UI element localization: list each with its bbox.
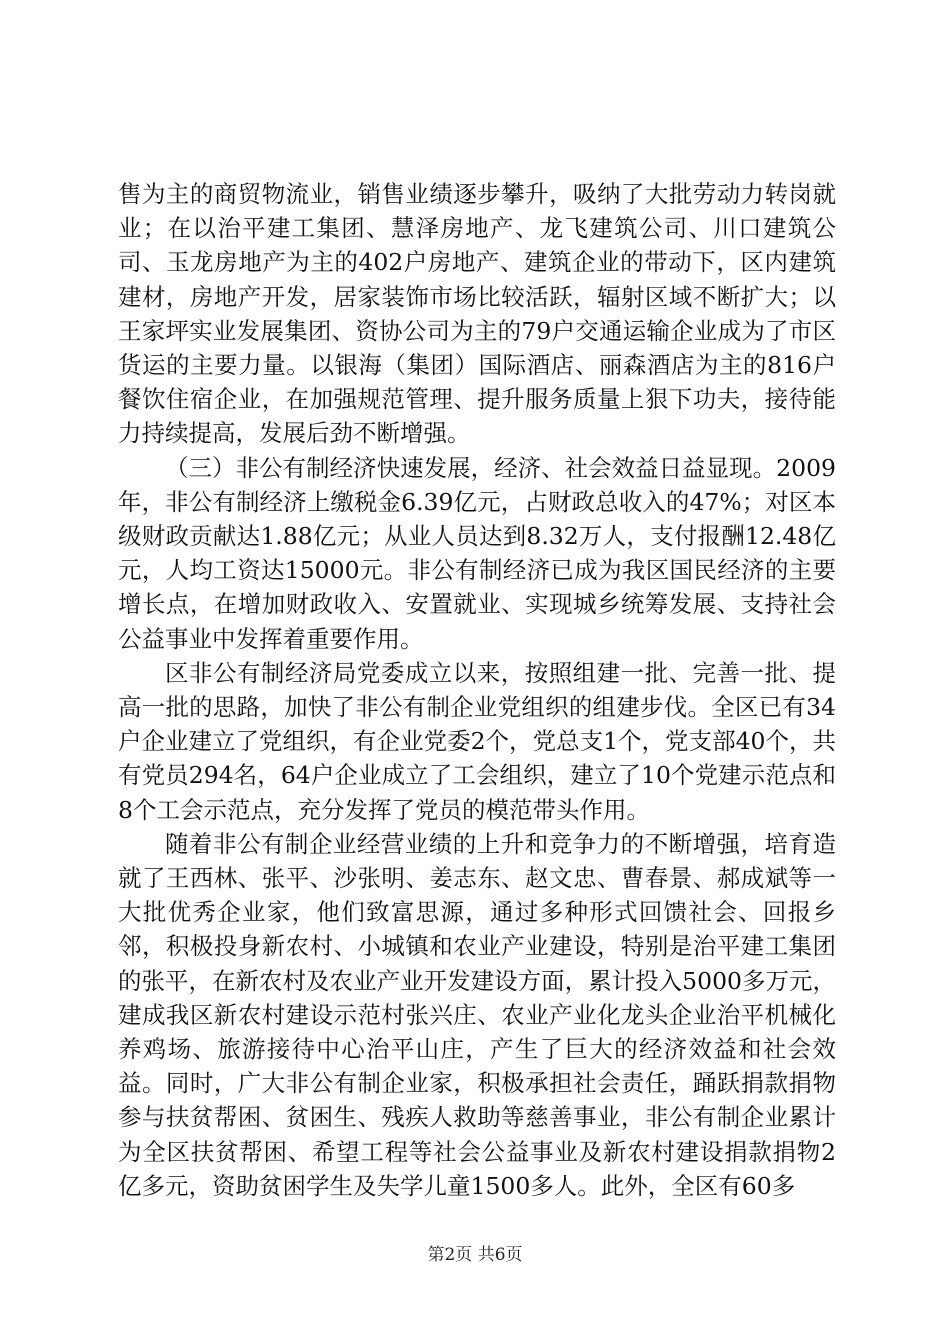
paragraph-continuation: 售为主的商贸物流业，销售业绩逐步攀升，吸纳了大批劳动力转岗就业；在以治平建工集团、慧泽房地产、龙飞建筑公司、川口建筑公司、玉龙房地产为主的402户房地产、建筑企业的带动下，区内建筑建材，房地产开发，居家装饰市场比较活跃，辐射区域不断扩大；以王家坪实业发展集团、资协公司为主的79户交通运输企业成为了市区货运的主要力量。以银海（集团）国际酒店、丽森酒店为主的816户餐饮住宿企业，在加强规范管理、提升服务质量上狠下功夫，接待能力持续提高，发展后劲不断增强。 (118, 180, 836, 448)
paragraph-party-building: 区非公有制经济局党委成立以来，按照组建一批、完善一批、提高一批的思路，加快了非公有制企业党组织的组建步伐。全区已有34户企业建立了党组织，有企业党委2个，党总支1个，党支部40个，共有党员294名，64户企业成立了工会组织，建立了10个党建示范点和8个工会示范点，充分发挥了党员的模范带头作用。 (118, 658, 836, 824)
document-body (118, 177, 836, 1203)
paragraph-section-3: （三）非公有制经济快速发展，经济、社会效益日益显现。2009年，非公有制经济上缴税金6.39亿元，占财政总收入的47%；对区本级财政贡献达1.88亿元；从业人员达到8.32万人，支付报酬12.48亿元，人均工资达15000元。非公有制经济已成为我区国民经济的主要增长点，在增加财政收入、安置就业、实现城乡统筹发展、支持社会公益事业中发挥着重要作用。 (118, 453, 836, 653)
page-footer: 第2页 共6页 (427, 1245, 523, 1265)
paragraph-entrepreneurs: 随着非公有制企业经营业绩的上升和竞争力的不断增强，培育造就了王西林、张平、沙张明、姜志东、赵文忠、曹春景、郝成斌等一大批优秀企业家，他们致富思源，通过多种形式回馈社会、回报乡邻，积极投身新农村、小城镇和农业产业建设，特别是治平建工集团的张平，在新农村及农业产业开发建设方面，累计投入5000多万元，建成我区新农村建设示范村张兴庄、农业产业化龙头企业治平机械化养鸡场、旅游接待中心治平山庄，产生了巨大的经济效益和社会效益。同时，广大非公有制企业家，积极承担社会责任，踊跃捐款捐物参与扶贫帮困、贫困生、残疾人救助等慈善事业，非公有制企业累计为全区扶贫帮困、希望工程等社会公益事业及新农村建设捐款捐物2亿多元，资助贫困学生及失学儿童1500多人。此外，全区有60多 (118, 829, 836, 1200)
